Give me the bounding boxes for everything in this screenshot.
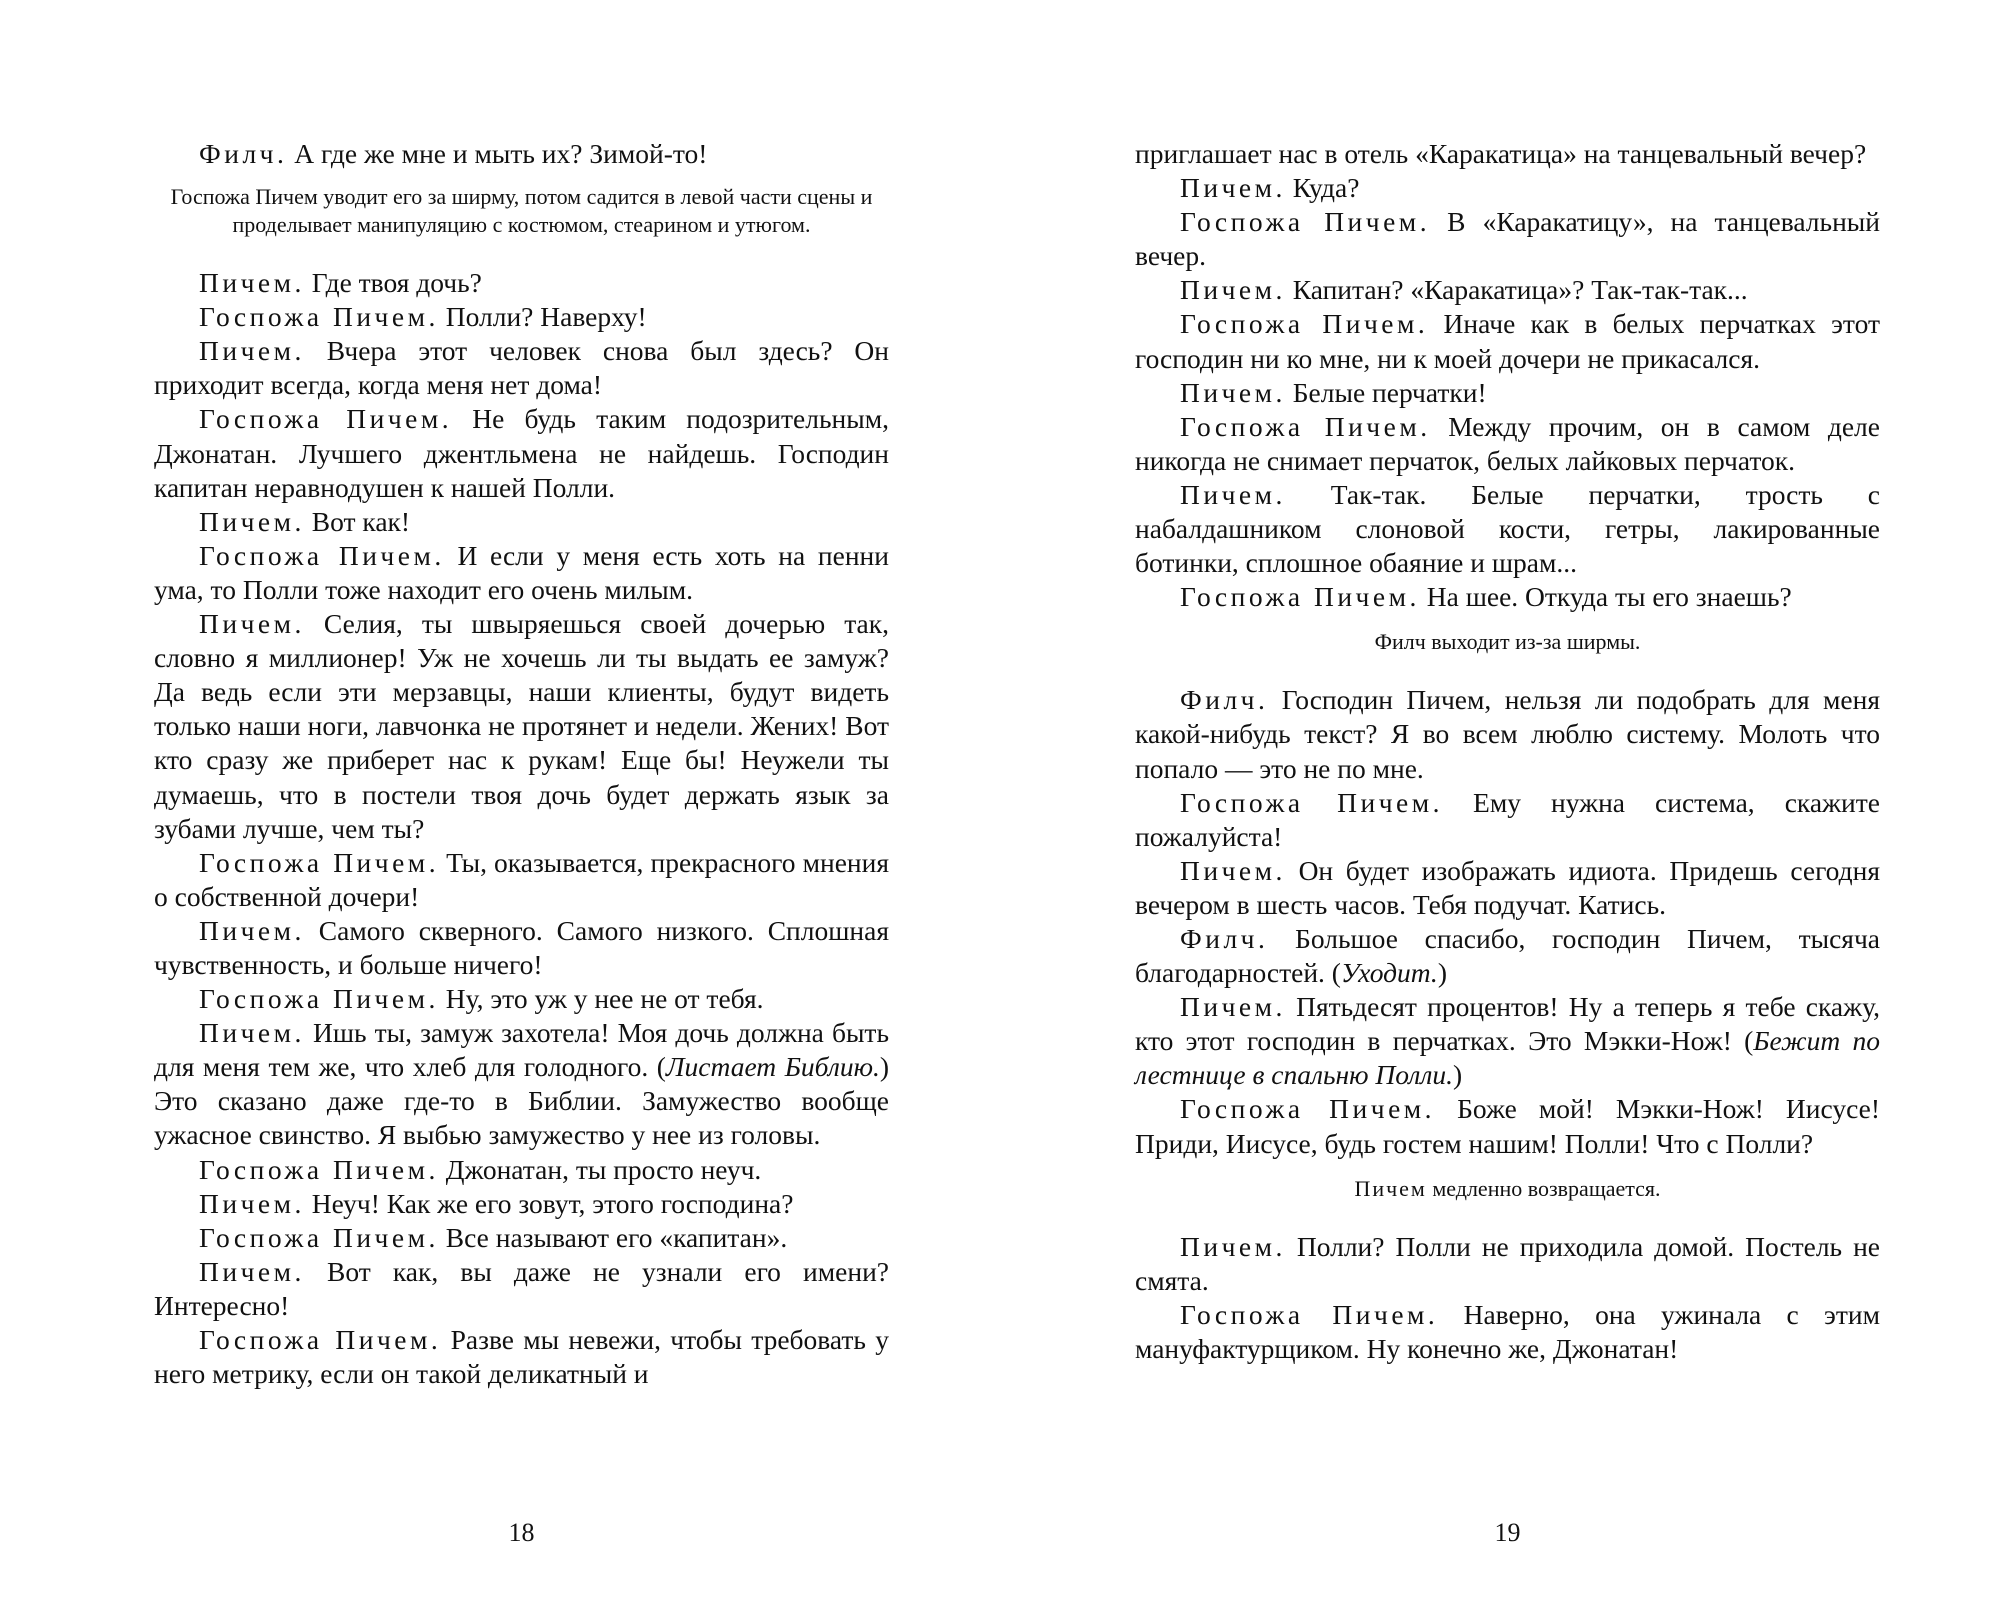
speaker-name: Госпожа Пичем.	[1180, 308, 1429, 340]
speaker-name: Пичем.	[1180, 991, 1286, 1023]
stage-direction-inline: Уходит.	[1340, 957, 1438, 989]
dialogue-line: Госпожа Пичем. Наверно, она ужинала с этим мануфактурщиком. Ну конечно же, Джонатан!	[1135, 1298, 1880, 1364]
speaker-name: Пичем.	[1180, 1230, 1286, 1262]
dialogue-line: Госпожа Пичем. Боже мой! Мэкки-Нож! Иисусе! Приди, Иисусе, будь гостем нашим! Полли! Что с Полли?	[1135, 1093, 1880, 1159]
speaker-name: Госпожа Пичем.	[1180, 1093, 1436, 1125]
dialogue-line: Пичем. Селия, ты швыряешься своей дочерью так, словно я миллионер! Уж не хочешь ли ты выдать ее замуж? Да ведь если эти мерзавцы, наши клиенты, будут видеть только наши ноги, лавчонка не протянет и недели. Жених! Вот кто сразу же приберет нас к рукам! Еще бы! Неужели ты думаешь, что в постели твоя дочь будет держать язык за зубами лучше, чем ты?	[154, 608, 889, 844]
speaker-name: Филч.	[1180, 684, 1269, 716]
speaker-name: Госпожа Пичем.	[199, 301, 439, 333]
speaker-name: Госпожа Пичем.	[1180, 206, 1431, 238]
dialogue-line: Пичем. Капитан? «Каракатица»? Так-так-так...	[1180, 274, 1748, 306]
dialogue-line: Госпожа Пичем. И если у меня есть хоть на пенни ума, то Полли тоже находит его очень милым.	[154, 539, 889, 605]
stage-speaker-name: Пичем	[1354, 1175, 1427, 1201]
left-page	[154, 0, 889, 1611]
speaker-name: Филч.	[199, 138, 288, 169]
dialogue-line: Госпожа Пичем. Иначе как в белых перчатках этот господин ни ко мне, ни к моей дочери не прикасался.	[1135, 308, 1880, 374]
page-number: 19	[1494, 1518, 1521, 1547]
dialogue-line: Госпожа Пичем. Все называют его «капитан».	[199, 1221, 788, 1253]
speaker-name: Пичем.	[1180, 274, 1286, 306]
speaker-name: Филч.	[1180, 922, 1269, 954]
dialogue-line: Пичем. Так-так. Белые перчатки, трость с набалдашником слоновой кости, гетры, лакированные ботинки, сплошное обаяние и шрам...	[1135, 478, 1880, 579]
speaker-name: Госпожа Пичем.	[199, 1153, 439, 1185]
speaker-name: Госпожа Пичем.	[199, 539, 445, 571]
dialogue-line: Госпожа Пичем. Джонатан, ты просто неуч.	[199, 1153, 762, 1185]
speaker-name: Пичем.	[199, 505, 305, 537]
dialogue-line: Госпожа Пичем. Между прочим, он в самом деле никогда не снимает перчаток, белых лайковых перчаток.	[1135, 410, 1880, 476]
speaker-name: Госпожа Пичем.	[1180, 1298, 1439, 1330]
speaker-name: Пичем.	[1180, 854, 1286, 886]
right-page-text	[1135, 137, 1880, 1366]
dialogue-line: Пичем. Где твоя дочь?	[199, 267, 482, 299]
speaker-name: Госпожа Пичем.	[199, 1221, 439, 1253]
stage-direction: Пичем медленно возвращается.	[1354, 1175, 1661, 1201]
dialogue-line: Пичем. Он будет изображать идиота. Придешь сегодня вечером в шесть часов. Тебя подучат. Катись.	[1135, 854, 1880, 920]
dialogue-line: Филч. Господин Пичем, нельзя ли подобрать для меня какой-нибудь текст? Я во всем люблю систему. Молоть что попало — это не по мне.	[1135, 684, 1880, 784]
left-page-text	[154, 137, 889, 1391]
speaker-name: Пичем.	[1180, 376, 1286, 408]
dialogue-line: Пичем. Куда?	[1180, 172, 1360, 204]
dialogue-line: Пичем. Белые перчатки!	[1180, 376, 1487, 408]
dialogue-line: Госпожа Пичем. Не будь таким подозрительным, Джонатан. Лучшего джентльмена не найдешь. Господин капитан неравнодушен к нашей Полли.	[154, 403, 889, 503]
speaker-name: Пичем.	[1180, 172, 1286, 204]
speaker-name: Пичем.	[1180, 478, 1286, 510]
speaker-name: Госпожа Пичем.	[199, 846, 440, 878]
dialogue-line: Пичем. Вчера этот человек снова был здесь? Он приходит всегда, когда меня нет дома!	[154, 335, 889, 401]
dialogue-line: Филч. Большое спасибо, господин Пичем, тысяча благодарностей. (Уходит.)	[1135, 922, 1880, 989]
speaker-name: Пичем.	[199, 335, 305, 367]
speaker-name: Пичем.	[199, 914, 305, 946]
dialogue-line: Госпожа Пичем. Ему нужна система, скажите пожалуйста!	[1135, 786, 1880, 852]
speaker-name: Госпожа Пичем.	[1180, 581, 1420, 613]
stage-direction-inline: Листает Библию.	[665, 1051, 880, 1083]
dialogue-line: Госпожа Пичем. В «Каракатицу», на танцевальный вечер.	[1135, 206, 1880, 272]
speaker-name: Госпожа Пичем.	[1180, 410, 1431, 442]
speaker-name: Госпожа Пичем.	[199, 403, 453, 435]
page-number: 18	[508, 1518, 535, 1547]
speaker-name: Пичем.	[199, 1187, 305, 1219]
speaker-name: Пичем.	[199, 267, 305, 299]
dialogue-continuation: приглашает нас в отель «Каракатица» на танцевальный вечер?	[1135, 138, 1867, 169]
stage-direction: Филч выходит из-за ширмы.	[1374, 629, 1641, 655]
stage-direction-inline: Бежит по лестнице в спальню Полли.	[1135, 1025, 1881, 1091]
dialogue-line: Пичем. Пятьдесят процентов! Ну а теперь я тебе скажу, кто этот господин в перчатках. Это Мэкки-Нож! (Бежит по лестнице в спальню Полли.)	[1135, 991, 1881, 1091]
dialogue-line: Пичем. Вот как, вы даже не узнали его имени? Интересно!	[154, 1255, 889, 1321]
stage-direction: Госпожа Пичем уводит его за ширму, потом садится в левой части сцены и проделывает манипуляцию с костюмом, стеарином и утюгом.	[170, 184, 873, 238]
speaker-name: Пичем.	[199, 608, 305, 640]
dialogue-line: Госпожа Пичем. Ну, это уж у нее не от тебя.	[199, 983, 764, 1015]
dialogue-line: Пичем. Вот как!	[199, 505, 411, 537]
speaker-name: Госпожа Пичем.	[1180, 786, 1444, 818]
dialogue-line: Госпожа Пичем. Ты, оказывается, прекрасного мнения о собственной дочери!	[154, 846, 889, 912]
dialogue-line: Пичем. Полли? Полли не приходила домой. Постель не смята.	[1135, 1230, 1880, 1296]
right-page	[1135, 0, 1880, 1611]
speaker-name: Госпожа Пичем.	[199, 983, 439, 1015]
dialogue-line: Госпожа Пичем. Разве мы невежи, чтобы требовать у него метрику, если он такой деликатный и	[154, 1324, 889, 1390]
dialogue-line: Пичем. Самого скверного. Самого низкого. Сплошная чувственность, и больше ничего!	[154, 914, 889, 980]
dialogue-line: Госпожа Пичем. Полли? Наверху!	[199, 301, 647, 333]
dialogue-line: Госпожа Пичем. На шее. Откуда ты его знаешь?	[1180, 581, 1792, 613]
dialogue-line: Пичем. Ишь ты, замуж захотела! Моя дочь должна быть для меня тем же, что хлеб для голодного. (Листает Библию.) Это сказано даже где-то в Библии. Замужество вообще ужасное свинство. Я выбью замужество у нее из головы.	[154, 1017, 890, 1151]
dialogue-line: Филч. А где же мне и мыть их? Зимой-то!	[199, 138, 708, 169]
dialogue-line: Пичем. Неуч! Как же его зовут, этого господина?	[199, 1187, 794, 1219]
speaker-name: Пичем.	[199, 1017, 305, 1049]
speaker-name: Госпожа Пичем.	[199, 1324, 442, 1355]
speaker-name: Пичем.	[199, 1255, 305, 1287]
